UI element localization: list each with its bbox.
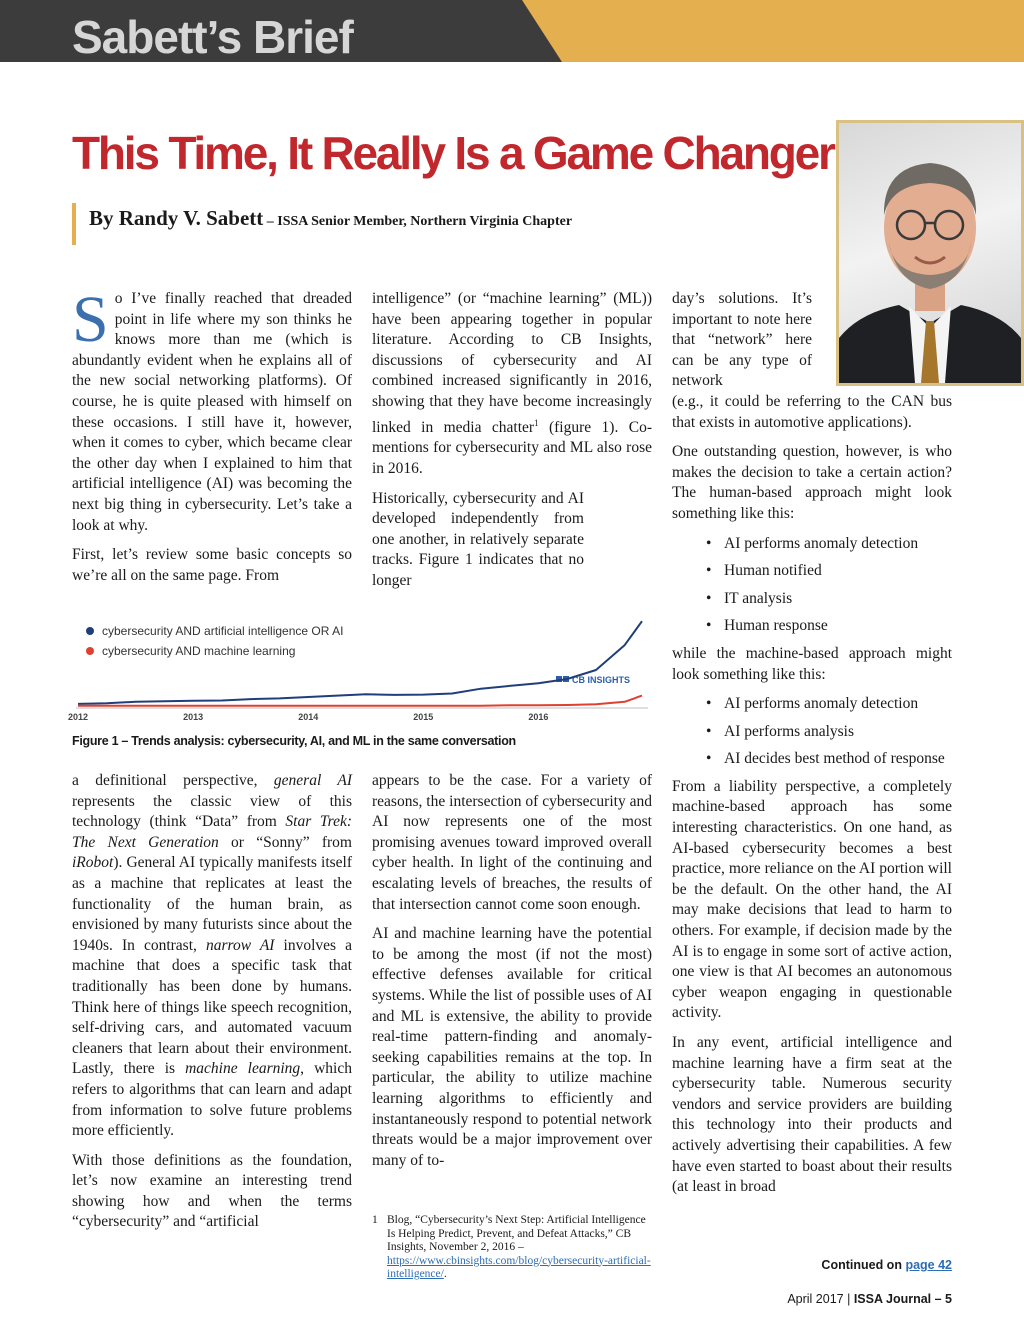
term-machine-learning: machine learning [185,1060,301,1078]
column-1-bottom [72,771,352,1242]
legend-label-ai: cybersecurity AND artificial intelligence OR AI [102,624,344,638]
trends-chart [67,612,652,724]
continued-page-link[interactable]: page 42 [905,1258,952,1272]
paragraph: while the machine-based approach might look something like this: [672,644,952,683]
legend-marker-ai [86,627,94,635]
article-headline: This Time, It Really Is a Game Changer [72,127,834,179]
section-banner [0,0,1024,62]
machine-approach-list [672,694,952,770]
list-item: • IT analysis [724,589,952,610]
column-3 [672,289,952,1207]
list-item: • AI performs anomaly detection [724,694,952,715]
paragraph: From a liability perspective, a completely machine-based approach has some interesting characteristics. On one hand, as AI-based cybersecurity becomes a best practice, more reliance on the AI portion will be the default. On the other hand, the AI may make decisions that lead to harm to others. For example, if decision made by the AI is to engage in some sort of active action, one view is that AI becomes an autonomous cyber weapon engaging in questionable activity. [672,777,952,1022]
list-item: • Human response [724,616,952,637]
paragraph: AI and machine learning have the potential to be among the most (if not the most) effective defenses available for critical systems. While the list of possible uses of AI and ML is extensive, the ability to provide real-time pattern-finding and anomaly-seeking capabilities remains at the top. In particular, the ability to utilize machine learning algorithms to efficiently and instantaneously respond to potential network threats would be a major improvement over many of to- [372,925,652,1169]
x-tick-label: 2014 [298,712,319,722]
byline-accent-bar [72,203,76,245]
trends-chart-svg [67,612,652,724]
footnote-link[interactable]: https://www.cbinsights.com/blog/cybersecurity-artificial-intelligence/ [387,1254,651,1280]
human-approach-list [672,534,952,637]
footnote-number: 1 [372,1214,378,1226]
column-2-bottom [372,771,652,1180]
legend-marker-ml [86,647,94,655]
author-affiliation: – ISSA Senior Member, Northern Virginia Chapter [263,214,573,229]
author-name: By Randy V. Sabett [89,206,264,230]
definitions-paragraph: a definitional perspective, general AI represents the classic view of this technology (think “Data” from Star Trek: The Next Generation or “Sonny” from iRobot). General AI typically manifests itself as a machine that replicates at least the functionality of the human brain, as envisioned by many futurists since about the 1940s. In contrast, narrow AI involves a machine that does a specific task that traditionally has been done by humans. Think here of things like speech recognition, self-driving cars, and automated vacuum cleaners that learn about their environment. Lastly, there is machine learning, which refers to algorithms that can learn and adapt from information to solve future problems more efficiently. [72,772,353,1140]
journal-page: ISSA Journal – 5 [853,1292,952,1306]
x-tick-label: 2015 [413,712,434,722]
x-tick-label: 2016 [528,712,549,722]
paragraph: First, let’s review some basic concepts so we’re all on the same page. From [72,546,352,584]
list-item: • AI performs analysis [724,722,952,743]
paragraph: In any event, artificial intelligence and machine learning have a firm seat at the cybersecurity table. Numerous security vendors and service providers are building this technology into their products and actively advertising their capabilities. A few have even started to boast about their results (at least in broad [672,1034,952,1196]
figure-caption: Figure 1 – Trends analysis: cybersecurity, AI, and ML in the same conversation [72,734,516,748]
issue-date: April 2017 [787,1292,844,1306]
x-tick-label: 2013 [183,712,204,722]
intro-text: o I’ve finally reached that dreaded point in life where my son thinks he knows more than me (which is abundantly evident when he explains all of the new social networking platforms). Of course, he is quite pleased with himself on these occasions. I still have it, however, when it comes to cyber, which became clear the other day when I explained to him that artificial intelligence (AI) was becoming the next big thing in cybersecurity. Let’s take a look at why. [72,290,352,534]
intro-paragraph [72,283,352,536]
list-item: • AI decides best method of response [724,749,952,770]
page-footer: April 2017 | ISSA Journal – 5 [787,1292,952,1306]
term-narrow-ai: narrow AI [205,936,275,954]
term-general-ai: general AI [273,772,352,789]
paragraph: day’s solutions. It’s important to note here that “network” here can be any type of network (e.g., it could be referring to the CAN bus that exists in automotive applications). [672,290,952,431]
x-tick-label: 2012 [67,712,89,722]
section-title: Sabett’s Brief [72,11,353,63]
column-2-top [372,289,652,600]
list-item: • AI performs anomaly detection [724,534,952,555]
legend-label-ml: cybersecurity AND machine learning [102,644,296,658]
footnote: 1 Blog, “Cybersecurity’s Next Step: Artificial Intelligence Is Helping Predict, Prevent, and Defeat Attacks,” CB Insights, November 2, 2016 – https://www.cbinsights.com/blog/cybersecurity-artificial-intelligence/. [372,1214,651,1280]
continued-note: Continued on page 42 [821,1258,952,1272]
paragraph: One outstanding question, however, is who makes the decision to take a certain action? The human-based approach might look something like this: [672,443,952,522]
paragraph: With those definitions as the foundation, let’s now examine an interesting trend showing how and when the terms “cybersecurity” and “artificial [72,1151,352,1231]
byline [89,206,572,231]
column-1-top [72,283,352,595]
cb-insights-watermark: CB INSIGHTS [572,675,631,685]
paragraph: intelligence” (or “machine learning” (ML)) have been appearing together in popular literature. According to CB Insights, discussions of cybersecurity and AI combined increased significantly in 2016, showing that they have become increasingly linked in media chatter$^1$ (figure 1). Co-mentions for cybersecurity and ML also rose in 2016. [372,290,652,477]
list-item: • Human notified [724,561,952,582]
paragraph: Historically, cybersecurity and AI developed independently from one another, in relatively separate tracks. Figure 1 indicates that no longer [372,489,584,589]
drop-cap: S [72,283,109,356]
footnote-ref[interactable]: 1 [534,417,539,428]
paragraph: appears to be the case. For a variety of reasons, the intersection of cybersecurity and AI now represents one of the most promising avenues toward improved overall cyber health. In light of the continuing and escalating levels of breaches, the results of that intersection cannot come soon enough. [372,772,652,913]
